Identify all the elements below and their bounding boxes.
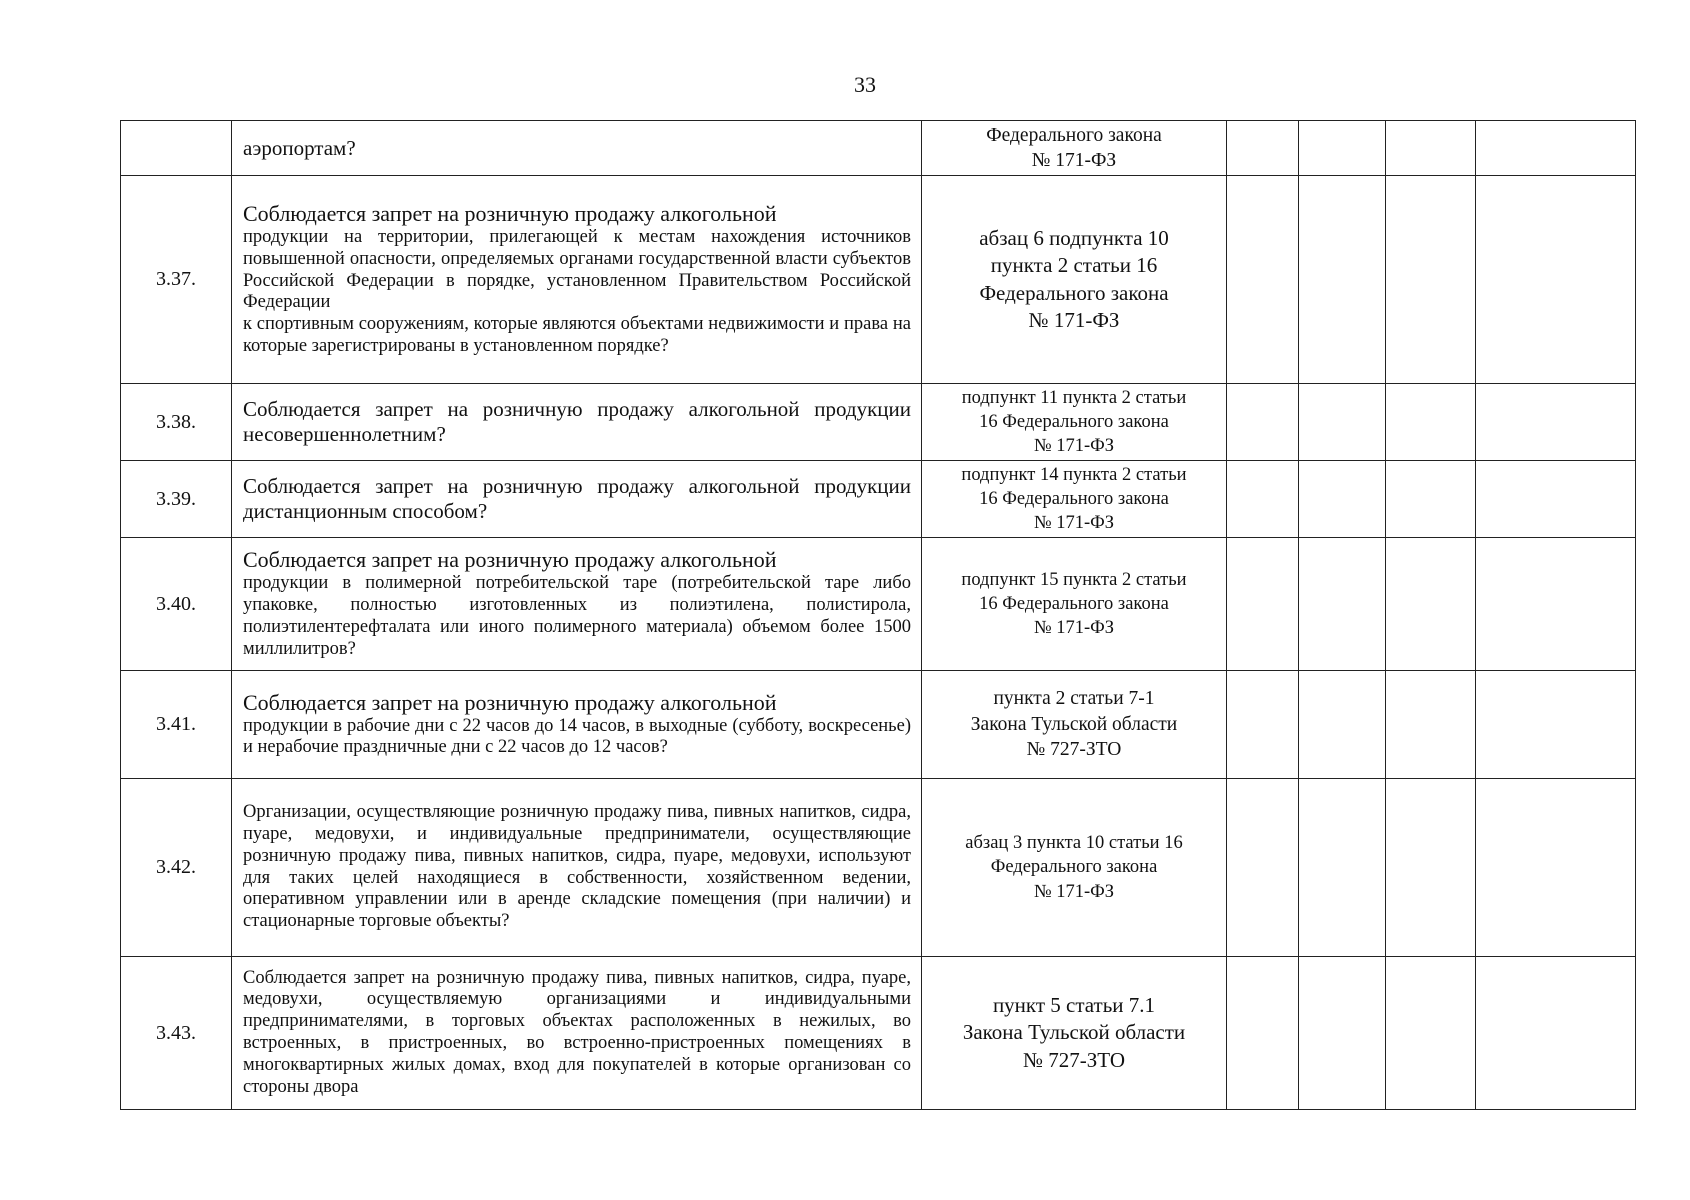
question-cell xyxy=(232,176,922,384)
answer-yes-cell xyxy=(1227,121,1299,176)
comment-cell xyxy=(1476,538,1636,671)
legal-reference: пункт 5 статьи 7.1 Закона Тульской области № 727-ЗТО xyxy=(962,993,1186,1072)
legal-reference: подпункт 14 пункта 2 статьи 16 Федерального закона № 171-ФЗ xyxy=(961,464,1187,534)
answer-yes-cell xyxy=(1227,671,1299,779)
answer-yes-cell xyxy=(1227,176,1299,384)
question-lead: Соблюдается запрет на розничную продажу алкогольной xyxy=(243,689,777,715)
answer-na-cell xyxy=(1386,671,1476,779)
legal-reference-cell xyxy=(922,779,1227,957)
row-number-cell: 3.43. xyxy=(121,957,232,1110)
legal-reference-cell xyxy=(922,384,1227,461)
legal-reference: подпункт 15 пункта 2 статьи 16 Федерального закона № 171-ФЗ xyxy=(961,569,1187,639)
question-cell: Соблюдается запрет на розничную продажу алкогольной продукции дистанционным способом? xyxy=(232,461,922,538)
comment-cell xyxy=(1476,779,1636,957)
question-cell: Соблюдается запрет на розничную продажу алкогольной продукции несовершеннолетним? xyxy=(232,384,922,461)
checklist-table xyxy=(120,120,1636,1110)
answer-yes-cell xyxy=(1227,957,1299,1110)
comment-cell xyxy=(1476,461,1636,538)
answer-no-cell xyxy=(1299,461,1386,538)
answer-no-cell xyxy=(1299,957,1386,1110)
row-number-cell: 3.37. xyxy=(121,176,232,384)
question-text: продукции в рабочие дни с 22 часов до 14 часов, в выходные (субботу, воскресенье) и нерабочие праздничные дни с 22 часов до 12 часов? xyxy=(243,715,911,758)
row-number-cell: 3.40. xyxy=(121,538,232,671)
legal-reference: подпункт 11 пункта 2 статьи 16 Федерального закона № 171-ФЗ xyxy=(961,387,1187,457)
answer-na-cell xyxy=(1386,121,1476,176)
table-row xyxy=(121,538,1636,671)
legal-reference: Федерального закона № 171-ФЗ xyxy=(986,124,1162,171)
table-row xyxy=(121,957,1636,1110)
question-lead: Соблюдается запрет на розничную продажу алкогольной xyxy=(243,547,777,573)
legal-reference-cell xyxy=(922,538,1227,671)
comment-cell xyxy=(1476,121,1636,176)
comment-cell xyxy=(1476,176,1636,384)
legal-reference: абзац 3 пункта 10 статьи 16 Федерального закона № 171-ФЗ xyxy=(965,833,1183,902)
answer-na-cell xyxy=(1386,461,1476,538)
answer-no-cell xyxy=(1299,779,1386,957)
answer-yes-cell xyxy=(1227,461,1299,538)
answer-yes-cell xyxy=(1227,779,1299,957)
answer-no-cell xyxy=(1299,176,1386,384)
answer-na-cell xyxy=(1386,779,1476,957)
answer-no-cell xyxy=(1299,121,1386,176)
comment-cell xyxy=(1476,384,1636,461)
row-number-cell: 3.38. xyxy=(121,384,232,461)
legal-reference-cell xyxy=(922,121,1227,176)
table-row xyxy=(121,779,1636,957)
answer-na-cell xyxy=(1386,538,1476,671)
table-row xyxy=(121,461,1636,538)
legal-reference: абзац 6 подпункта 10 пункта 2 статьи 16 Федерального закона № 171-ФЗ xyxy=(979,225,1169,332)
question-cell xyxy=(232,671,922,779)
legal-reference-cell xyxy=(922,461,1227,538)
question-cell: Соблюдается запрет на розничную продажу пива, пивных напитков, сидра, пуаре, медовухи, осуществляемую организациями и индивидуальными предпринимателями, в торговых объектах расположенных в нежилых, во встроенных, в пристроенных, во встроенно-пристроенных помещениях в многоквартирных жилых домах, вход для покупателей в которые организован со стороны двора xyxy=(232,957,922,1110)
legal-reference: пункта 2 статьи 7-1 Закона Тульской области № 727-ЗТО xyxy=(970,688,1178,761)
table-row xyxy=(121,671,1636,779)
answer-no-cell xyxy=(1299,384,1386,461)
question-cell xyxy=(232,538,922,671)
legal-reference-cell xyxy=(922,957,1227,1110)
answer-na-cell xyxy=(1386,957,1476,1110)
comment-cell xyxy=(1476,957,1636,1110)
question-text: продукции в полимерной потребительской таре (потребительской таре либо упаковке, полностью изготовленных из полиэтилена, полистирола, полиэтилентерефталата или иного полимерного материала) объемом более 1500 миллилитров? xyxy=(243,573,911,659)
row-number-cell: 3.42. xyxy=(121,779,232,957)
question-cell: аэропортам? xyxy=(232,121,922,176)
row-number-cell: 3.41. xyxy=(121,671,232,779)
table-row xyxy=(121,176,1636,384)
question-text: продукции на территории, прилегающей к местам нахождения источников повышенной опасности, определяемых органами государственной власти субъектов Российской Федерации в порядке, установленном Правительством Российской Федерации к спортивным сооружениям, которые являются объектами недвижимости и права на которые зарегистрированы в установленном порядке? xyxy=(243,226,911,357)
table-row xyxy=(121,384,1636,461)
answer-na-cell xyxy=(1386,176,1476,384)
table-row xyxy=(121,121,1636,176)
answer-yes-cell xyxy=(1227,538,1299,671)
legal-reference-cell xyxy=(922,176,1227,384)
legal-reference-cell xyxy=(922,671,1227,779)
page-number: 33 xyxy=(854,72,876,97)
answer-na-cell xyxy=(1386,384,1476,461)
comment-cell xyxy=(1476,671,1636,779)
answer-yes-cell xyxy=(1227,384,1299,461)
question-lead: Соблюдается запрет на розничную продажу алкогольной xyxy=(243,201,777,227)
answer-no-cell xyxy=(1299,538,1386,671)
question-cell: Организации, осуществляющие розничную продажу пива, пивных напитков, сидра, пуаре, медовухи, и индивидуальные предприниматели, осуществляющие розничную продажу пива, пивных напитков, сидра, пуаре, медовухи, используют для таких целей находящиеся в собственности, хозяйственном ведении, оперативном управлении или в аренде складские помещения (при наличии) и стационарные торговые объекты? xyxy=(232,779,922,957)
answer-no-cell xyxy=(1299,671,1386,779)
row-number-cell: 3.39. xyxy=(121,461,232,538)
row-number-cell xyxy=(121,121,232,176)
